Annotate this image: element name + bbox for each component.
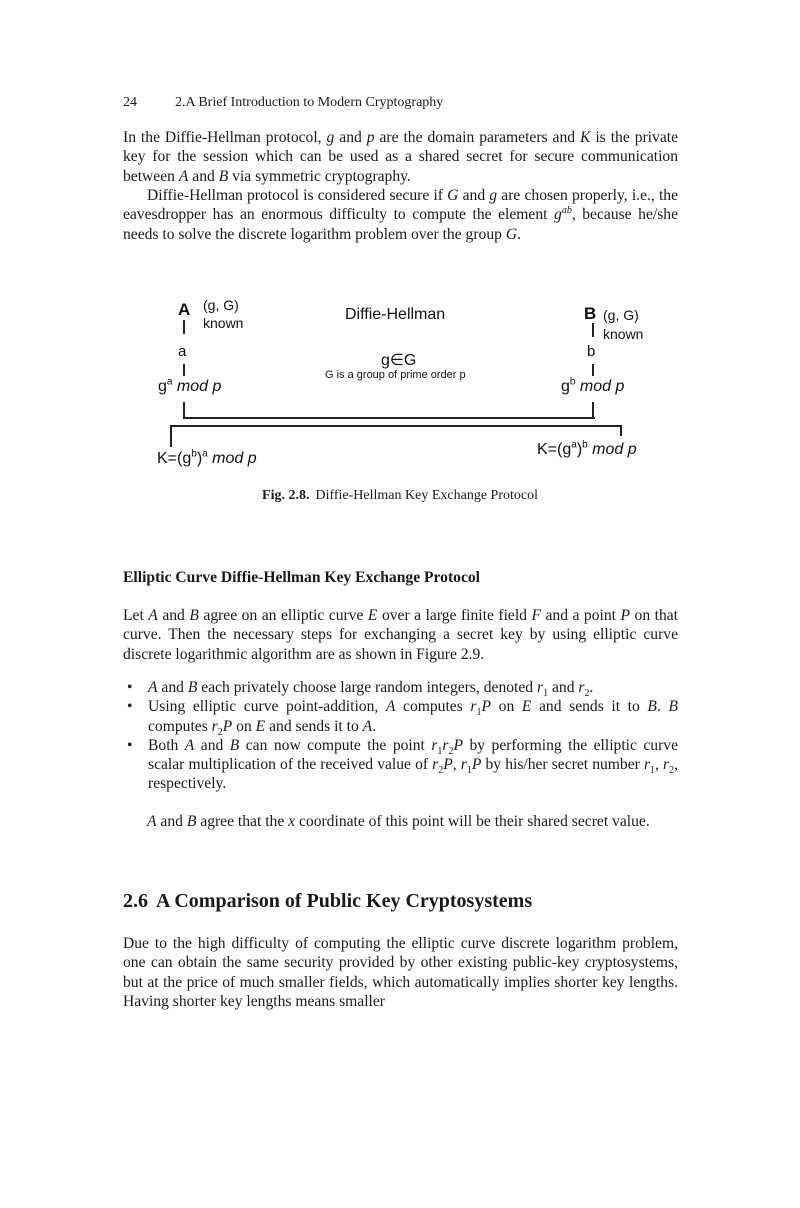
list-item: • A and B each privately choose large random integers, denoted $r_1$ and $r_2$. bbox=[123, 678, 678, 697]
key-a: $K=(g^b)^a$ mod p bbox=[157, 448, 257, 467]
intro-paragraph-2: Diffie-Hellman protocol is considered secure if G and g are chosen properly, i.e., the eavesdropper has an enormous difficulty to compute the element $g^{ab}$, because he/she needs to solve the discrete logarithm problem over the group G. bbox=[123, 187, 679, 243]
key-b: $K=(g^a)^b$ mod p bbox=[537, 439, 637, 458]
figure-title: Diffie-Hellman bbox=[345, 306, 446, 323]
exchange-b-receive bbox=[620, 425, 622, 436]
running-title: 2.A Brief Introduction to Modern Cryptography bbox=[175, 95, 444, 110]
list-item: • Using elliptic curve point-addition, A computes $r_1P$ on E and sends it to B. B computes $r_2P$ on E and sends it to A. bbox=[123, 697, 678, 736]
party-a-public-value: $g^a$ mod p bbox=[158, 376, 222, 395]
ecdh-steps-list bbox=[123, 678, 678, 794]
page-number: 24 bbox=[123, 95, 137, 110]
party-a-params: (g, G) bbox=[203, 297, 239, 313]
party-a-known: known bbox=[203, 315, 244, 331]
exchange-b-drop bbox=[592, 402, 594, 418]
ecdh-intro-paragraph: Let A and B agree on an elliptic curve E over a large finite field F and a point P on that curve. Then the necessary steps for exchanging a secret key by using elliptic curve discrete logarithmic algorithm are as shown in Figure 2.9. bbox=[123, 607, 679, 663]
group-note: G is a group of prime order p bbox=[325, 369, 466, 381]
section-number: 2.6 bbox=[123, 890, 148, 912]
section-title: A Comparison of Public Key Cryptosystems bbox=[156, 890, 533, 912]
section-body-paragraph: Due to the high difficulty of computing the elliptic curve discrete logarithm problem, one can obtain the same security provided by other existing public-key cryptosystems, but at the price of much smaller fields, which automatically implies shorter key lengths. Having shorter key lengths means smaller bbox=[123, 935, 678, 1010]
section-heading bbox=[123, 890, 532, 913]
caption-label: Fig. 2.8. bbox=[262, 488, 310, 503]
exchange-b-to-a-line bbox=[170, 425, 621, 427]
exchange-a-to-b-line bbox=[183, 417, 595, 419]
party-b-connector-2 bbox=[592, 364, 594, 376]
intro-paragraph-1: In the Diffie-Hellman protocol, g and p are the domain parameters and K is the private key for the session which can be used as a shared secret for secure communication between A and B via symmetric cryptography. bbox=[123, 129, 678, 185]
party-b-public-value: $g^b$ mod p bbox=[561, 376, 625, 395]
diffie-hellman-figure bbox=[0, 0, 800, 520]
group-statement: g∈G bbox=[381, 352, 417, 369]
exchange-a-drop bbox=[183, 402, 185, 418]
ecdh-closing-paragraph: A and B agree that the x coordinate of this point will be their shared secret value. bbox=[147, 813, 650, 830]
list-item: • Both A and B can now compute the point $r_1r_2P$ by performing the elliptic curve scalar multiplication of the received value of $r_2P$, $r_1P$ by his/her secret number $r_1$, $r_2$, respectively. bbox=[123, 736, 678, 794]
caption-text: Diffie-Hellman Key Exchange Protocol bbox=[315, 488, 538, 503]
exchange-a-receive bbox=[170, 425, 172, 447]
party-b-params: (g, G) bbox=[603, 307, 639, 323]
party-a-connector-1 bbox=[183, 320, 185, 334]
party-b-label: B bbox=[584, 304, 597, 323]
figure-caption bbox=[0, 488, 800, 504]
party-a-connector-2 bbox=[183, 364, 185, 376]
ecdh-heading: Elliptic Curve Diffie-Hellman Key Exchange Protocol bbox=[123, 569, 481, 586]
party-b-connector-1 bbox=[592, 323, 594, 337]
party-b-secret: b bbox=[587, 343, 596, 360]
party-a-label: A bbox=[178, 300, 191, 319]
party-a-secret: a bbox=[178, 343, 187, 360]
party-b-known: known bbox=[603, 326, 644, 342]
